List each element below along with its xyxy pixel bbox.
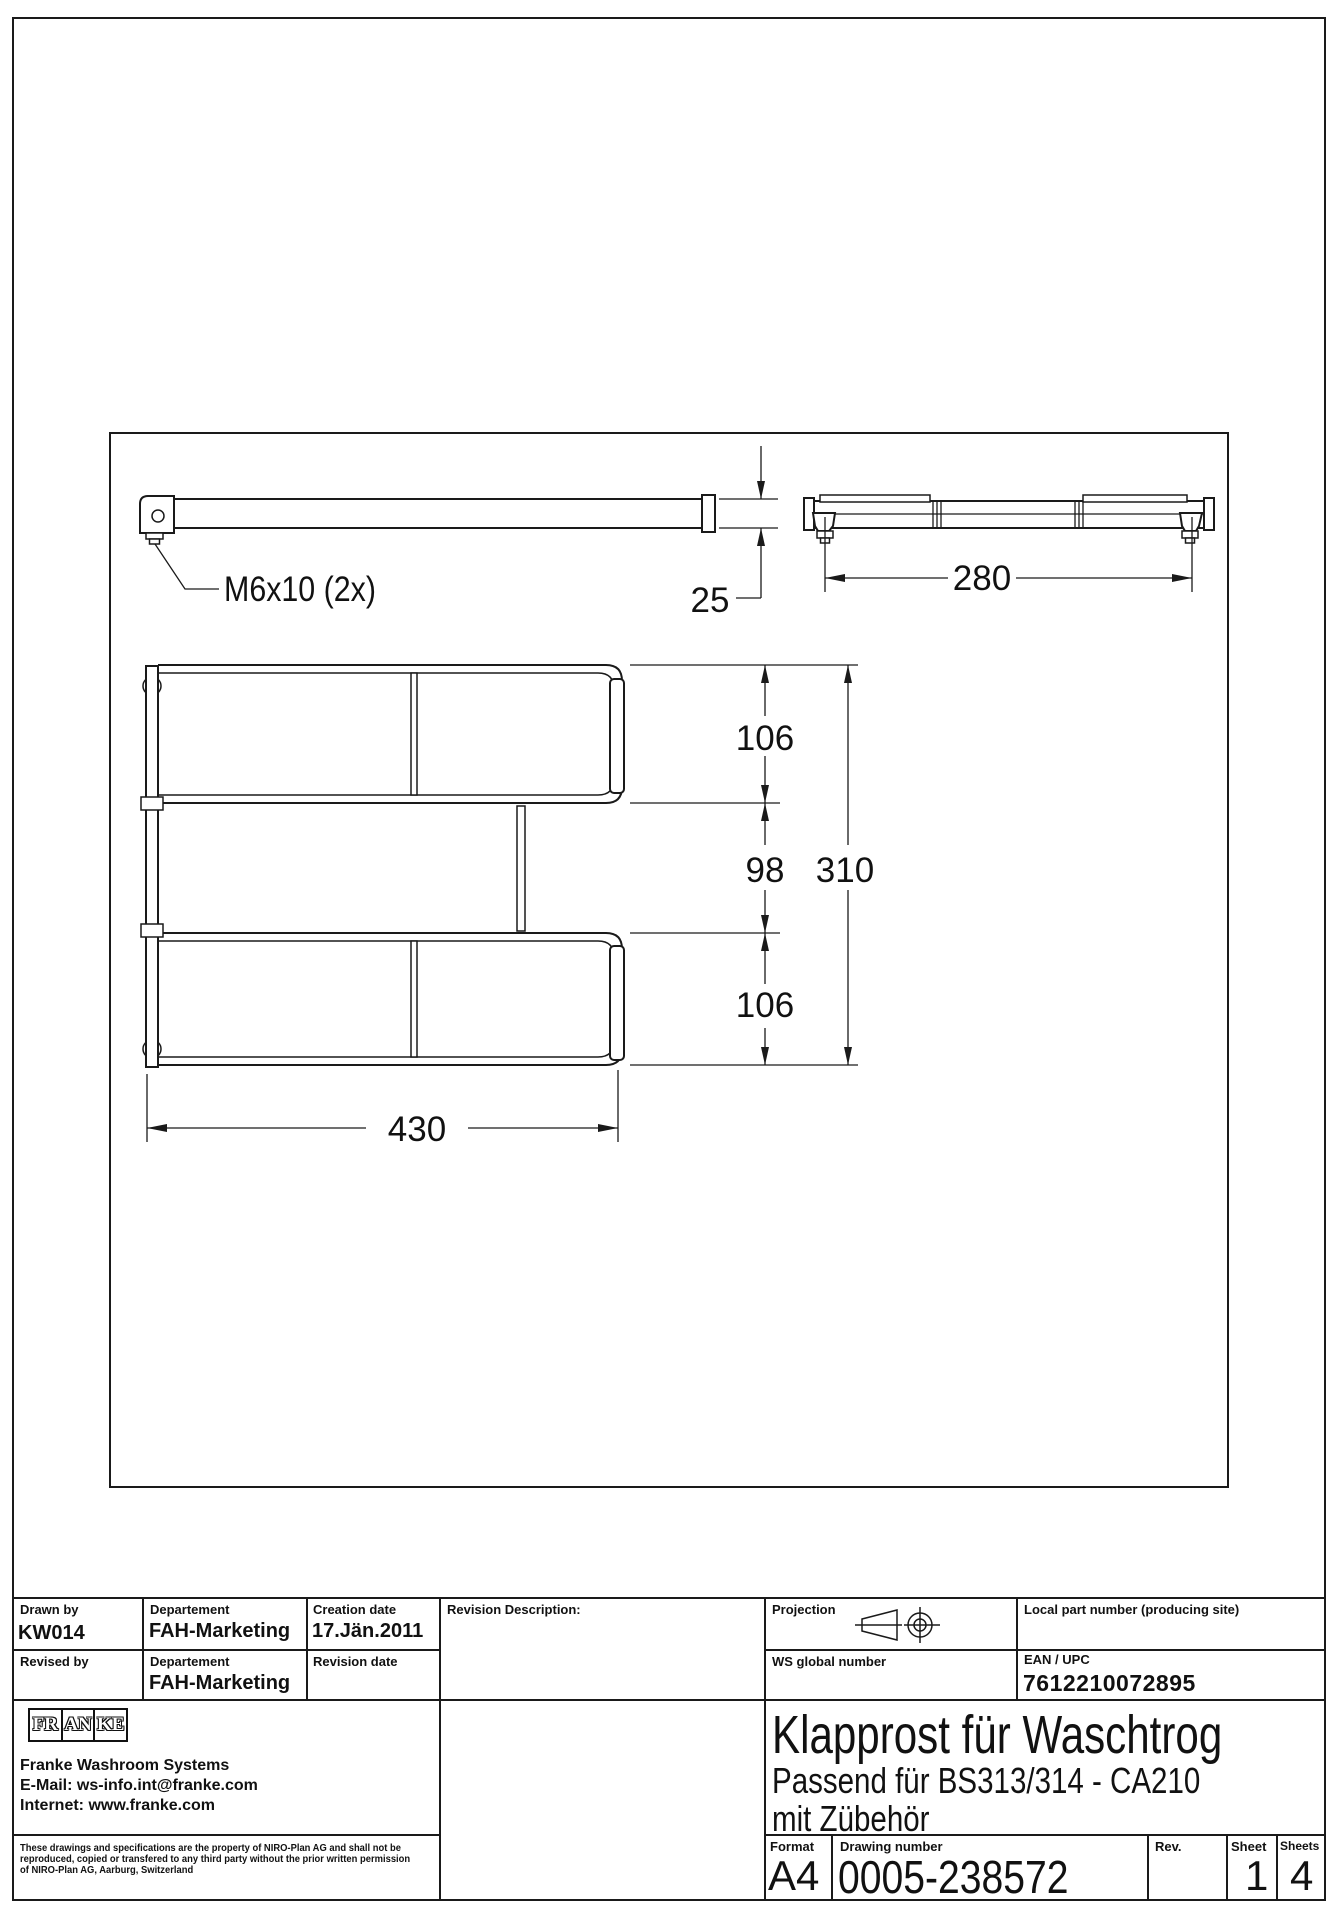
ws-global-number-label: WS global number (772, 1654, 887, 1669)
ean-upc-label: EAN / UPC (1024, 1652, 1090, 1667)
plan-view (141, 665, 624, 1067)
franke-logo (28, 1708, 128, 1742)
departement2-value: FAH-Marketing (149, 1672, 291, 1694)
screw-leader-line (155, 544, 219, 589)
franke-logo-an: AN (63, 1710, 96, 1740)
drawing-number-label: Drawing number (840, 1839, 943, 1854)
format-value: A4 (768, 1852, 820, 1899)
end-view-top-rail-right (1083, 495, 1187, 502)
company-internet: Internet: www.franke.com (20, 1797, 215, 1814)
end-view-cap-right (1204, 498, 1214, 530)
drawn-by-value: KW014 (18, 1622, 85, 1644)
side-view-bar (146, 499, 702, 528)
drawing-number-value: 0005-238572 (838, 1851, 1069, 1903)
dim-430: 430 (387, 1110, 447, 1149)
departement2-label: Departement (150, 1654, 230, 1669)
disclaimer (20, 1843, 410, 1876)
ean-upc-value: 7612210072895 (1023, 1670, 1196, 1696)
disclaimer-line1: These drawings and specifications are the property of NIRO-Plan AG and shall not be (20, 1843, 401, 1854)
sheet-label: Sheet (1231, 1839, 1267, 1854)
side-view-end-cap (702, 495, 715, 532)
projection-label: Projection (772, 1602, 836, 1617)
company-name: Franke Washroom Systems (20, 1757, 230, 1774)
roller-top (610, 679, 624, 793)
company-email: E-Mail: ws-info.int@franke.com (20, 1777, 258, 1794)
drawing-title-line2: Passend für BS313/314 - CA210 (772, 1760, 1201, 1801)
format-label: Format (770, 1839, 815, 1854)
disclaimer-line2: reproduced, copied or transfered to any third party without the prior written permission (20, 1854, 411, 1865)
dim-280: 280 (952, 559, 1012, 598)
end-view-foot-left (813, 513, 835, 531)
bottom-frame-outer (158, 933, 622, 1065)
revised-by-label: Revised by (20, 1654, 89, 1669)
dim-310: 310 (815, 851, 875, 890)
drawing-title-line3: mit Zübehör (772, 1798, 930, 1839)
dimension-lines (147, 446, 1192, 1142)
dim-106-bottom: 106 (735, 986, 795, 1025)
top-frame-inner (158, 673, 614, 795)
dim-25: 25 (690, 581, 730, 620)
page-border (13, 18, 1325, 1900)
top-frame-outer (158, 665, 622, 803)
sheet-value: 1 (1245, 1852, 1269, 1899)
screw-annotation: M6x10 (2x) (224, 570, 376, 609)
drawn-by-label: Drawn by (20, 1602, 79, 1617)
dim-98: 98 (745, 851, 785, 890)
middle-connector (517, 806, 525, 931)
franke-logo-ke: KE (96, 1714, 125, 1735)
end-view (804, 495, 1214, 543)
dim-106-top: 106 (735, 719, 795, 758)
sheets-label: Sheets (1280, 1839, 1320, 1853)
revision-date-label: Revision date (313, 1654, 398, 1669)
top-frame-crossbar (411, 673, 417, 795)
side-view-hinge-hole (152, 510, 164, 522)
drawing-title-line1: Klapprost für Waschtrog (772, 1705, 1223, 1765)
roller-bottom (610, 946, 624, 1060)
creation-date-value: 17.Jän.2011 (312, 1620, 424, 1642)
hinge-rod (146, 666, 158, 1067)
departement1-label: Departement (150, 1602, 230, 1617)
franke-logo-fr: FR (30, 1710, 63, 1740)
creation-date-label: Creation date (313, 1602, 397, 1617)
bottom-frame-inner (158, 941, 614, 1057)
local-part-number-label: Local part number (producing site) (1024, 1602, 1240, 1617)
side-view-screw-tip (150, 539, 160, 544)
side-view-screw-head (146, 533, 163, 539)
revision-description-label: Revision Description: (447, 1602, 581, 1617)
rod-clamp-lower (141, 924, 163, 937)
projection-symbol (850, 1600, 970, 1648)
end-view-top-rail-left (820, 495, 930, 502)
rod-clamp-upper (141, 797, 163, 810)
departement1-value: FAH-Marketing (149, 1620, 291, 1642)
sheets-value: 4 (1290, 1852, 1314, 1899)
end-view-foot-right (1180, 513, 1202, 531)
disclaimer-line3: of NIRO-Plan AG, Aarburg, Switzerland (20, 1865, 194, 1876)
rev-label: Rev. (1155, 1839, 1182, 1854)
bottom-frame-crossbar (411, 941, 417, 1057)
